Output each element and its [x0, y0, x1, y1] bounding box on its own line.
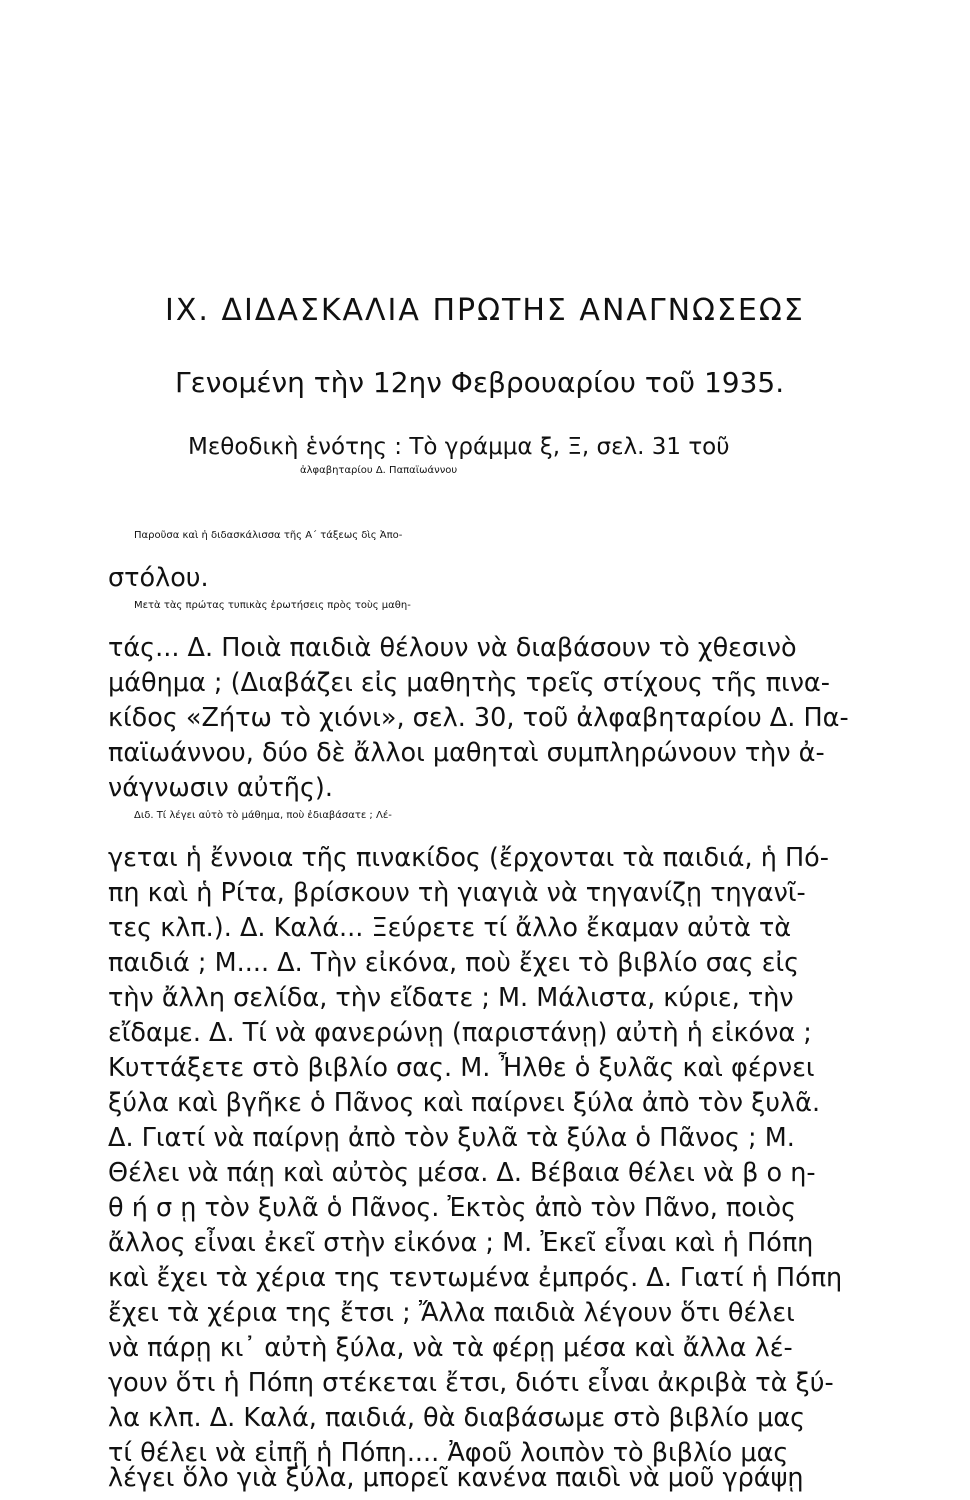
body-line: Θέλει νὰ πάῃ καὶ αὐτὸς μέσα. Δ. Βέβαια θέλει νὰ β ο η- [108, 1158, 816, 1188]
body-line: λέγει ὅλο γιὰ ξύλα, μπορεῖ κανένα παιδὶ νὰ μοῦ γράψῃ [108, 1463, 804, 1493]
body-line: τὴν ἄλλη σελίδα, τὴν εἴδατε ; Μ. Μάλιστα, κύριε, τὴν [108, 983, 794, 1013]
body-line: νὰ πάρῃ κι᾿ αὐτὴ ξύλα, νὰ τὰ φέρῃ μέσα καὶ ἄλλα λέ- [108, 1333, 793, 1363]
body-line: τάς... Δ. Ποιὰ παιδιὰ θέλουν νὰ διαβάσουν τὸ χθεσινὸ [108, 633, 797, 663]
body-line: τες κλπ.). Δ. Καλά... Ξεύρετε τί ἄλλο ἔκαμαν αὐτὰ τὰ [108, 913, 792, 943]
body-line: μάθημα ; (Διαβάζει εἰς μαθητὴς τρεῖς στίχους τῆς πινα- [108, 668, 830, 698]
body-line: πη καὶ ἡ Ρίτα, βρίσκουν τὴ γιαγιὰ νὰ τηγανίζῃ τηγανῖ- [108, 878, 806, 908]
chapter-title: IX. ΔΙΔΑΣΚΑΛΙΑ ΠΡΩΤΗΣ ΑΝΑΓΝΩΣΕΩΣ [165, 293, 805, 328]
body-line: παϊωάννου, δύο δὲ ἄλλοι μαθηταὶ συμπληρώνουν τὴν ἀ- [108, 738, 825, 768]
method-unit-line-1: Μεθοδικὴ ἑνότης : Τὸ γράμμα ξ, Ξ, σελ. 31 τοῦ [188, 434, 730, 460]
body-line: τί θέλει νὰ εἰπῇ ἡ Πόπη.... Ἀφοῦ λοιπὸν τὸ βιβλίο μας [108, 1438, 789, 1468]
body-line: Δ. Γιατί νὰ παίρνῃ ἀπὸ τὸν ξυλᾶ τὰ ξύλα ὁ Πᾶνος ; Μ. [108, 1123, 795, 1153]
body-line: Διδ. Τί λέγει αὐτὸ τὸ μάθημα, ποὺ ἐδιαβάσατε ; Λέ- [134, 810, 392, 821]
body-line: γουν ὅτι ἡ Πόπη στέκεται ἔτσι, διότι εἶναι ἀκριβὰ τὰ ξύ- [108, 1368, 834, 1398]
body-line: Παροῦσα καὶ ἡ διδασκάλισσα τῆς Α΄ τάξεως δὶς Ἀπο- [134, 530, 403, 541]
body-line: ξύλα καὶ βγῆκε ὁ Πᾶνος καὶ παίρνει ξύλα ἀπὸ τὸν ξυλᾶ. [108, 1088, 821, 1118]
body-line: γεται ἡ ἔννοια τῆς πινακίδος (ἔρχονται τὰ παιδιά, ἡ Πό- [108, 843, 829, 873]
body-line: Μετὰ τὰς πρώτας τυπικὰς ἐρωτήσεις πρὸς τοὺς μαθη- [134, 600, 411, 611]
body-line: ἄλλος εἶναι ἐκεῖ στὴν εἰκόνα ; Μ. Ἐκεῖ εἶναι καὶ ἡ Πόπη [108, 1228, 814, 1258]
body-line: Κυττάξετε στὸ βιβλίο σας. Μ. Ἦλθε ὁ ξυλᾶς καὶ φέρνει [108, 1053, 815, 1083]
body-line: εἴδαμε. Δ. Τί νὰ φανερώνῃ (παριστάνῃ) αὐτὴ ἡ εἰκόνα ; [108, 1018, 812, 1048]
body-line: θ ή σ ῃ τὸν ξυλᾶ ὁ Πᾶνος. Ἐκτὸς ἀπὸ τὸν Πᾶνο, ποιὸς [108, 1193, 797, 1223]
body-line: κίδος «Ζήτω τὸ χιόνι», σελ. 30, τοῦ ἀλφαβηταρίου Δ. Πα- [108, 703, 849, 733]
body-line: καὶ ἔχει τὰ χέρια της τεντωμένα ἐμπρός. Δ. Γιατί ἡ Πόπη [108, 1263, 843, 1293]
method-unit-line-2: ἀλφαβηταρίου Δ. Παπαϊωάννου [300, 465, 458, 476]
body-line: παιδιά ; Μ.... Δ. Τὴν εἰκόνα, ποὺ ἔχει τὸ βιβλίο σας εἰς [108, 948, 800, 978]
lesson-date-subtitle: Γενομένη τὴν 12ην Φεβρουαρίου τοῦ 1935. [175, 366, 785, 399]
body-line: ἔχει τὰ χέρια της ἔτσι ; Ἄλλα παιδιὰ λέγουν ὅτι θέλει [108, 1298, 795, 1328]
body-line: στόλου. [108, 563, 209, 593]
body-line: λα κλπ. Δ. Καλά, παιδιά, θὰ διαβάσωμε στὸ βιβλίο μας [108, 1403, 806, 1433]
body-line: νάγνωσιν αὐτῆς). [108, 773, 333, 803]
